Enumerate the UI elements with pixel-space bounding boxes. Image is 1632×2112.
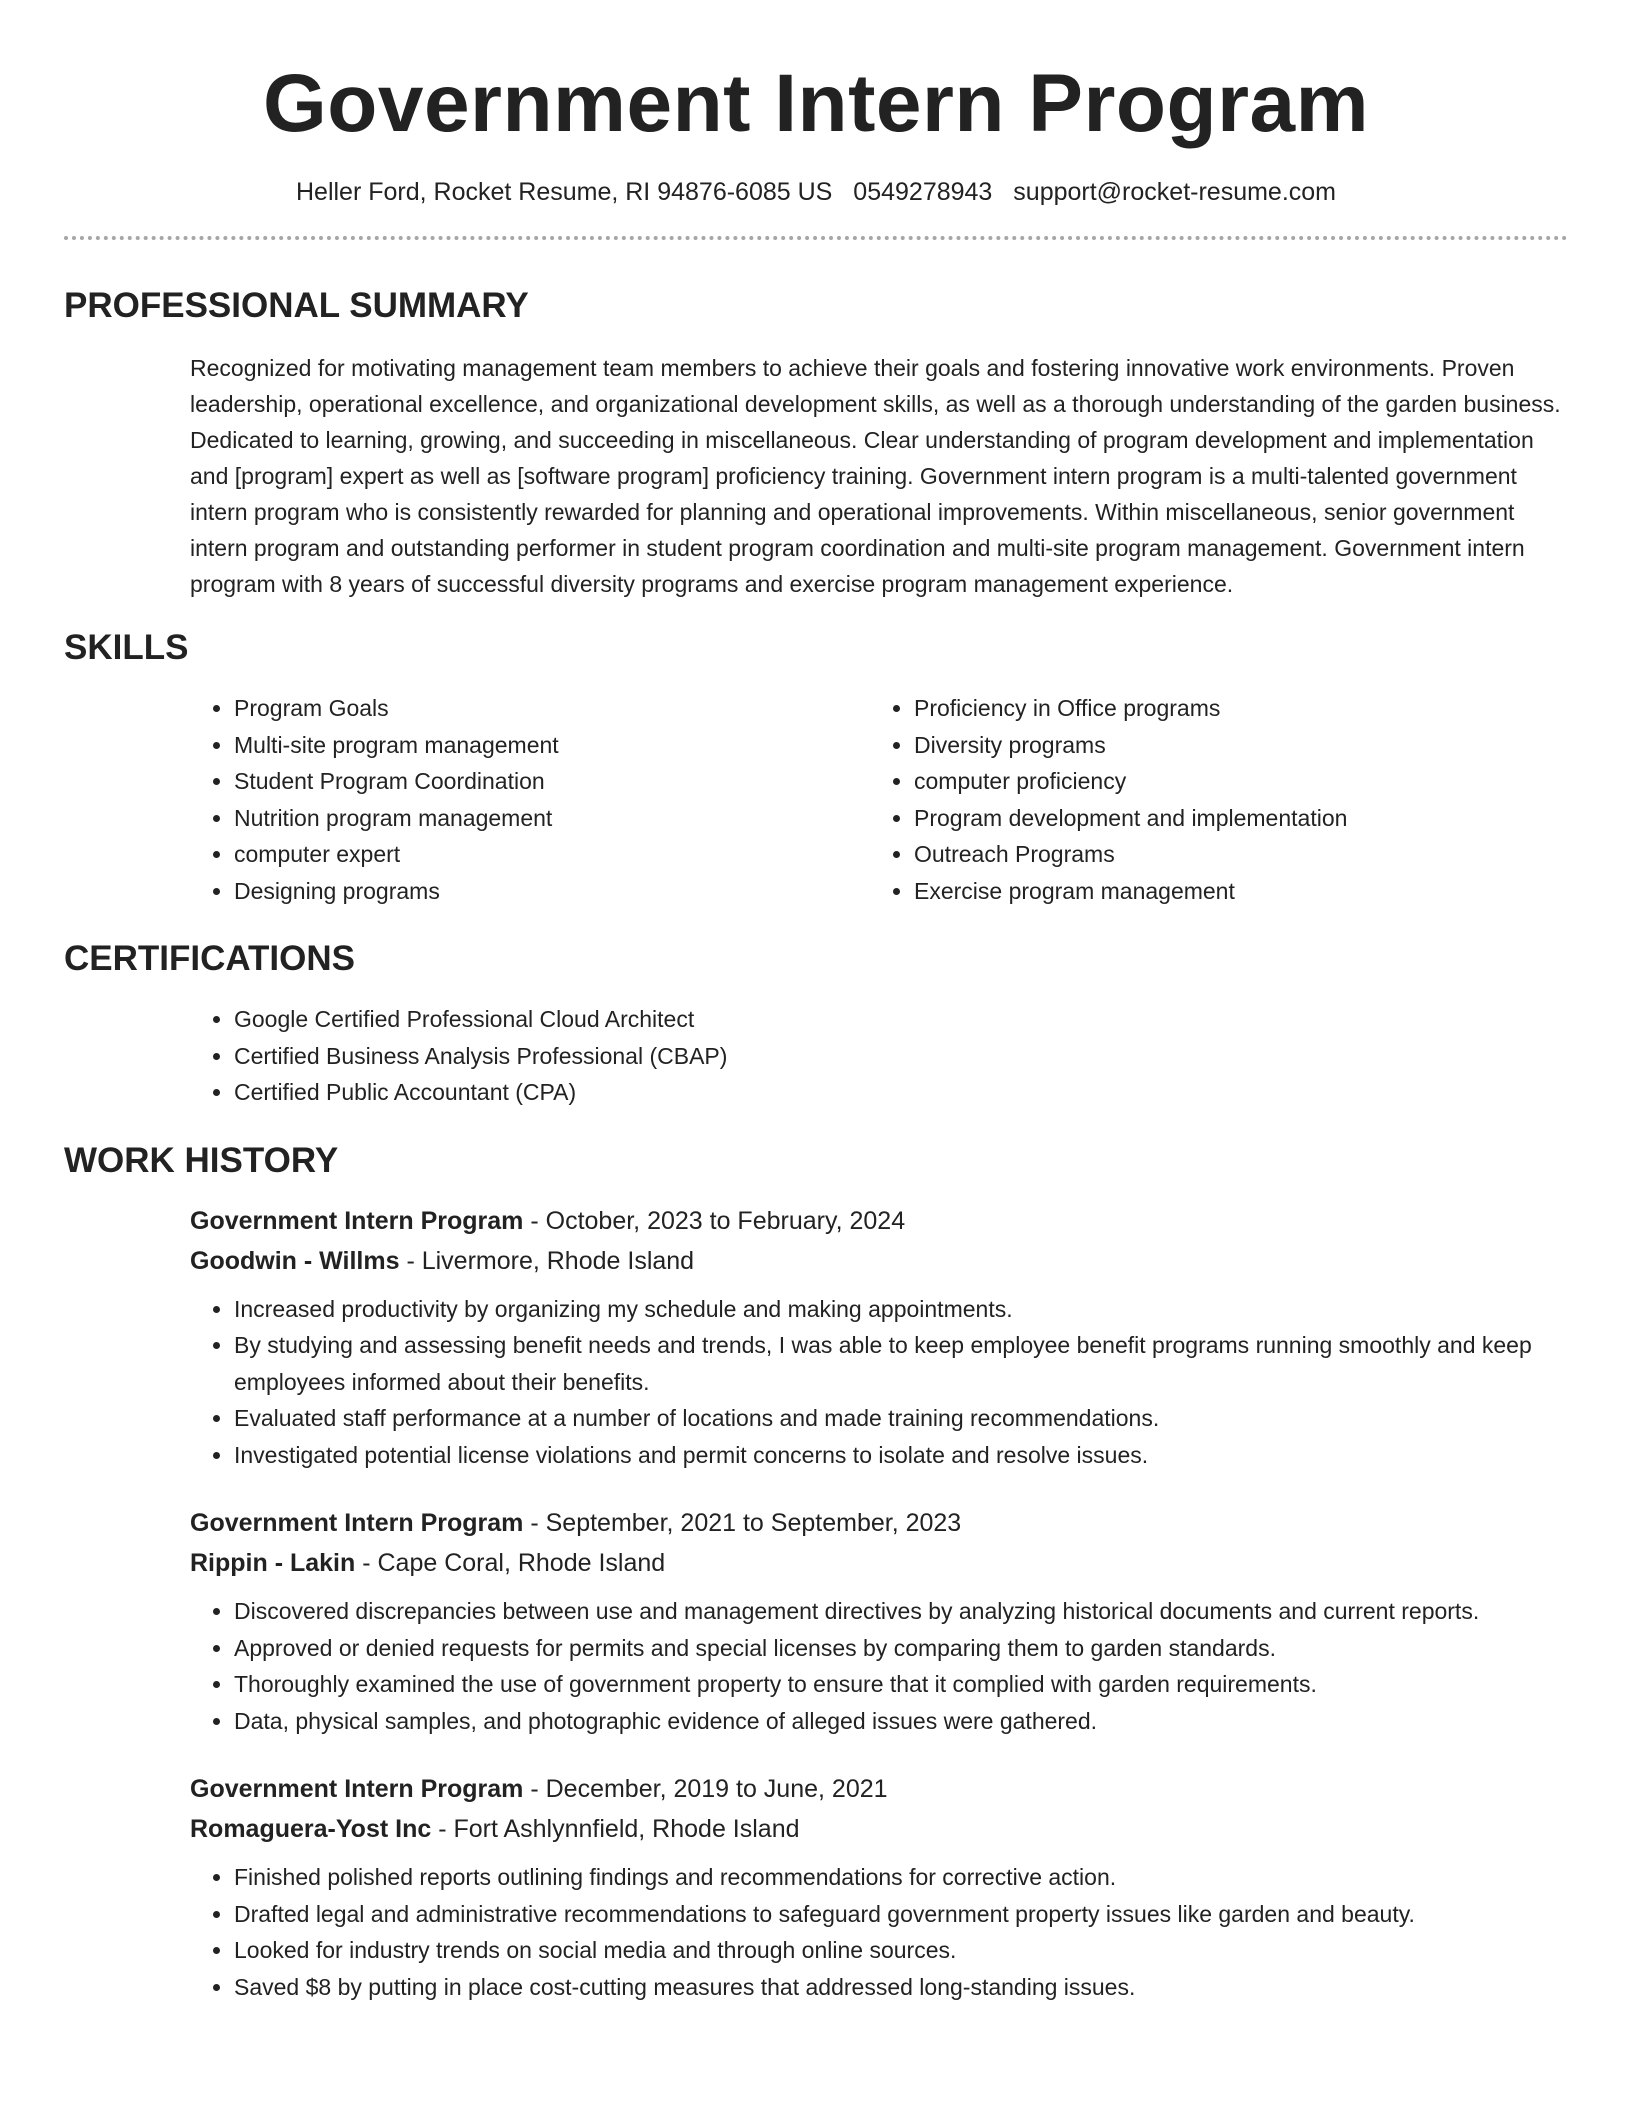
skill-item: • Exercise program management (914, 873, 1550, 910)
certifications-block (190, 1001, 1568, 1111)
header-divider (64, 236, 1568, 240)
certifications-heading: CERTIFICATIONS (64, 939, 356, 978)
job-location: - Cape Coral, Rhode Island (355, 1549, 666, 1577)
certifications-list (190, 1001, 1568, 1111)
skill-item: • Outreach Programs (914, 836, 1550, 873)
skill-item: • Diversity programs (914, 727, 1550, 764)
job-entry (190, 1503, 1568, 1739)
job-entry (190, 1769, 1568, 2005)
job-title: Government Intern Program (190, 1206, 524, 1235)
skills-section (64, 626, 1568, 909)
job-dates: - December, 2019 to June, 2021 (523, 1775, 888, 1803)
skills-list-left (190, 690, 870, 909)
skills-heading: SKILLS (64, 628, 189, 667)
skill-item: • computer expert (234, 836, 870, 873)
job-bullet: • Increased productivity by organizing my schedule and making appointments. (234, 1291, 1568, 1328)
skills-column-left (190, 690, 870, 909)
job-bullet: • Data, physical samples, and photographic evidence of alleged issues were gathered. (234, 1703, 1568, 1740)
job-entry (190, 1201, 1568, 1474)
job-company-line (190, 1809, 1568, 1849)
job-title: Government Intern Program (190, 1775, 524, 1803)
contact-address: Heller Ford, Rocket Resume, RI 94876-6085 US (295, 178, 833, 206)
job-company-line (190, 1241, 1568, 1281)
job-company: Rippin - Lakin (190, 1549, 356, 1577)
job-dates: - October, 2023 to February, 2024 (523, 1206, 906, 1235)
job-location: - Livermore, Rhode Island (399, 1246, 695, 1275)
job-location: - Fort Ashlynnfield, Rhode Island (431, 1815, 800, 1843)
summary-heading: PROFESSIONAL SUMMARY (64, 286, 529, 325)
job-company: Goodwin - Willms (190, 1246, 400, 1275)
job-bullet: • By studying and assessing benefit needs and trends, I was able to keep employee benefit programs running smoothly and keep employees informed about their benefits. (234, 1327, 1568, 1400)
job-bullet: • Saved $8 by putting in place cost-cutting measures that addressed long-standing issues. (234, 1969, 1568, 2006)
contact-phone: 0549278943 (853, 178, 993, 206)
work-history-heading: WORK HISTORY (64, 1140, 339, 1180)
skills-grid (190, 690, 1568, 909)
skill-item: • Designing programs (234, 873, 870, 910)
job-bullets (64, 1291, 1568, 1474)
job-bullet: • Drafted legal and administrative recommendations to safeguard government property issues like garden and beauty. (234, 1896, 1568, 1933)
skills-column-right (870, 690, 1550, 909)
skill-item: • Multi-site program management (234, 727, 870, 764)
job-bullet: • Evaluated staff performance at a number of locations and made training recommendations. (234, 1400, 1568, 1437)
job-bullets (64, 1859, 1568, 2005)
skills-list-right (870, 690, 1550, 909)
job-bullet: • Looked for industry trends on social media and through online sources. (234, 1932, 1568, 1969)
work-history-section (64, 1139, 1568, 2006)
certification-item: • Google Certified Professional Cloud Architect (234, 1001, 1568, 1038)
job-title: Government Intern Program (190, 1509, 524, 1537)
job-bullet: • Thoroughly examined the use of government property to ensure that it complied with garden requirements. (234, 1666, 1568, 1703)
skill-item: • Student Program Coordination (234, 763, 870, 800)
job-bullet: • Finished polished reports outlining findings and recommendations for corrective action. (234, 1859, 1568, 1896)
certification-item: • Certified Business Analysis Professional (CBAP) (234, 1038, 1568, 1075)
job-bullet: • Investigated potential license violations and permit concerns to isolate and resolve issues. (234, 1437, 1568, 1474)
job-dates: - September, 2021 to September, 2023 (523, 1509, 962, 1537)
skill-item: • computer proficiency (914, 763, 1550, 800)
job-title-line (190, 1201, 1568, 1241)
job-bullet: • Approved or denied requests for permits and special licenses by comparing them to garden standards. (234, 1630, 1568, 1667)
certification-item: • Certified Public Accountant (CPA) (234, 1074, 1568, 1111)
contact-line (64, 176, 1568, 208)
resume-title: Government Intern Program (262, 58, 1370, 149)
job-company: Romaguera-Yost Inc (190, 1815, 432, 1843)
skill-item: • Nutrition program management (234, 800, 870, 837)
certifications-section (64, 937, 1568, 1111)
skill-item: • Proficiency in Office programs (914, 690, 1550, 727)
summary-section (64, 284, 1568, 602)
job-company-line (190, 1543, 1568, 1583)
job-bullet: • Discovered discrepancies between use and management directives by analyzing historical documents and current reports. (234, 1593, 1568, 1630)
job-title-line (190, 1503, 1568, 1543)
job-bullets (64, 1593, 1568, 1739)
contact-email: support@rocket-resume.com (1013, 178, 1337, 206)
summary-text: Recognized for motivating management team members to achieve their goals and fostering innovative work environments. Proven leadership, operational excellence, and organizational development skills, as well as a thorough understanding of the garden business. Dedicated to learning, growing, and succeeding in miscellaneous. Clear understanding of program development and implementation and [program] expert as well as [software program] proficiency training. Government intern program is a multi-talented government intern program who is consistently rewarded for planning and operational improvements. Within miscellaneous, senior government intern program and outstanding performer in student program coordination and multi-site program management. Government intern program with 8 years of successful diversity programs and exercise program management experience. (190, 355, 1561, 597)
job-title-line (190, 1769, 1568, 1809)
skill-item: • Program Goals (234, 690, 870, 727)
skill-item: • Program development and implementation (914, 800, 1550, 837)
